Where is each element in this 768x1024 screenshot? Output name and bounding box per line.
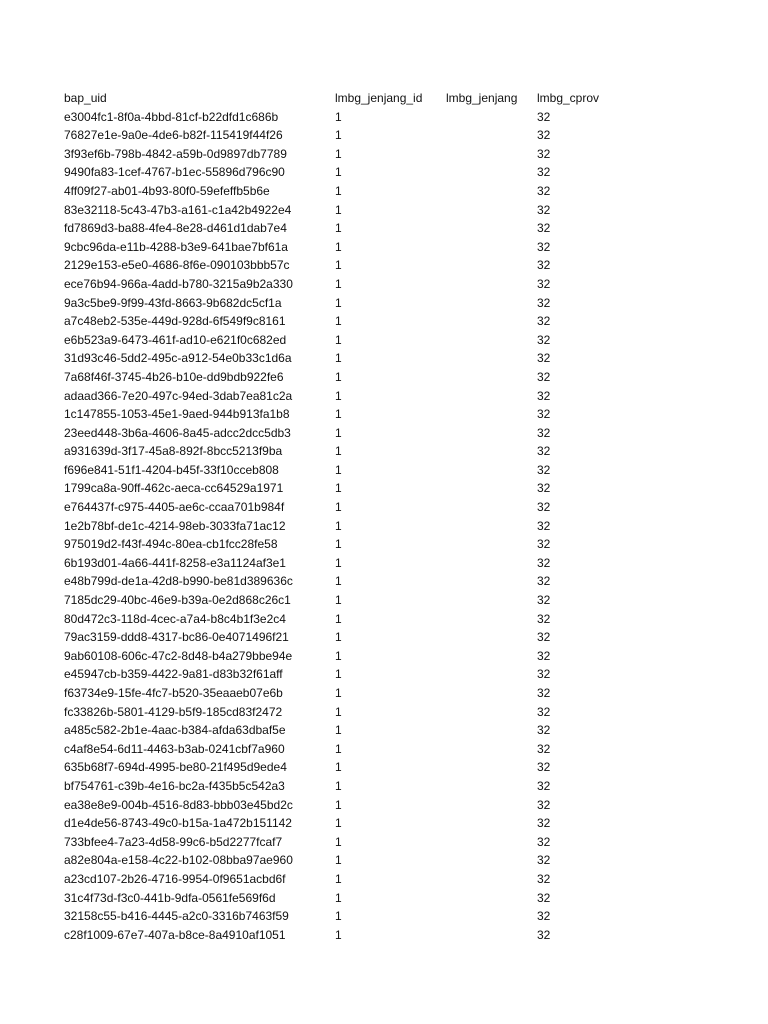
cell-lmbg-jenjang [446,889,537,908]
cell-lmbg-jenjang-id: 1 [335,462,342,477]
cell-lmbg-jenjang-id: 1 [335,518,342,533]
table-row [64,145,617,164]
cell-lmbg-cprov: 32 [537,444,551,459]
cell-lmbg-cprov: 32 [537,723,551,738]
cell-lmbg-jenjang-id: 1 [335,686,342,700]
cell-lmbg-jenjang [446,870,537,889]
cell-bap-uid: 1e2b78bf-de1c-4214-98eb-3033fa71ac12 [64,518,286,533]
table-row [64,740,617,759]
cell-lmbg-cprov: 32 [537,276,551,291]
table-row [64,703,617,722]
cell-lmbg-jenjang-id: 1 [335,481,342,496]
cell-lmbg-jenjang-id: 1 [335,295,342,310]
cell-bap-uid: a7c48eb2-535e-449d-928d-6f549f9c8161 [64,314,286,329]
table-row [64,833,617,852]
cell-lmbg-jenjang [446,108,537,127]
cell-lmbg-cprov: 32 [537,518,551,533]
cell-bap-uid: 32158c55-b416-4445-a2c0-3316b7463f59 [64,909,289,924]
cell-lmbg-jenjang [446,703,537,722]
cell-lmbg-jenjang [446,368,537,387]
table-row [64,647,617,666]
cell-bap-uid: ea38e8e9-004b-4516-8d83-bbb03e45bd2c [64,797,293,812]
cell-lmbg-jenjang-id: 1 [335,853,342,868]
cell-lmbg-jenjang-id: 1 [335,648,342,663]
table-row [64,368,617,387]
cell-lmbg-jenjang [446,201,537,220]
cell-lmbg-cprov: 32 [537,890,551,905]
cell-lmbg-cprov: 32 [537,146,551,161]
cell-lmbg-jenjang-id: 1 [335,351,342,366]
cell-lmbg-jenjang [446,721,537,740]
cell-bap-uid: ece76b94-966a-4add-b780-3215a9b2a330 [64,276,293,291]
cell-lmbg-jenjang [446,256,537,275]
cell-lmbg-cprov: 32 [537,630,551,645]
cell-bap-uid: 6b193d01-4a66-441f-8258-e3a1124af3e1 [64,555,286,570]
cell-lmbg-jenjang-id: 1 [335,778,342,793]
table-row [64,201,617,220]
cell-lmbg-jenjang-id: 1 [335,871,342,886]
table-row [64,591,617,610]
cell-lmbg-jenjang [446,163,537,182]
cell-lmbg-cprov: 32 [537,202,551,217]
cell-lmbg-jenjang-id: 1 [335,369,342,384]
table-row [64,535,617,554]
table-row [64,926,617,945]
cell-lmbg-cprov: 32 [537,239,551,254]
column-header-lmbg-cprov: lmbg_cprov [537,91,600,105]
cell-lmbg-jenjang-id: 1 [335,444,342,459]
table-row [64,126,617,145]
cell-lmbg-cprov: 32 [537,778,551,793]
cell-lmbg-jenjang [446,851,537,870]
cell-lmbg-jenjang [446,833,537,852]
cell-lmbg-jenjang-id: 1 [335,202,342,217]
cell-lmbg-jenjang-id: 1 [335,109,342,124]
cell-lmbg-jenjang [446,926,537,945]
cell-lmbg-jenjang-id: 1 [335,128,342,143]
cell-lmbg-jenjang-id: 1 [335,500,342,515]
cell-lmbg-jenjang-id: 1 [335,611,342,626]
cell-bap-uid: bf754761-c39b-4e16-bc2a-f435b5c542a3 [64,778,285,793]
cell-bap-uid: e48b799d-de1a-42d8-b990-be81d389636c [64,574,293,589]
cell-bap-uid: 9490fa83-1cef-4767-b1ec-55896d796c90 [64,165,285,180]
cell-lmbg-jenjang-id: 1 [335,797,342,812]
cell-lmbg-jenjang [446,498,537,517]
table-row [64,851,617,870]
table-row [64,405,617,424]
cell-lmbg-jenjang-id: 1 [335,927,342,942]
cell-lmbg-jenjang [446,740,537,759]
cell-lmbg-jenjang [446,517,537,536]
cell-lmbg-jenjang [446,182,537,201]
table-row [64,610,617,629]
cell-lmbg-jenjang [446,796,537,815]
table-body [64,108,617,945]
cell-bap-uid: fd7869d3-ba88-4fe4-8e28-d461d1dab7e4 [64,221,287,236]
cell-bap-uid: 733bfee4-7a23-4d58-99c6-b5d2277fcaf7 [64,834,283,849]
cell-lmbg-jenjang [446,814,537,833]
cell-lmbg-jenjang-id: 1 [335,760,342,775]
cell-lmbg-jenjang-id: 1 [335,630,342,645]
table-row [64,163,617,182]
cell-lmbg-jenjang [446,387,537,406]
cell-bap-uid: 83e32118-5c43-47b3-a161-c1a42b4922e4 [64,202,292,217]
table-row [64,907,617,926]
cell-lmbg-jenjang-id: 1 [335,258,342,273]
table-row [64,219,617,238]
cell-lmbg-jenjang-id: 1 [335,146,342,161]
cell-lmbg-cprov: 32 [537,686,551,700]
cell-lmbg-cprov: 32 [537,927,551,942]
cell-bap-uid: a931639d-3f17-45a8-892f-8bcc5213f9ba [64,444,283,459]
cell-lmbg-cprov: 32 [537,741,551,756]
table-row [64,721,617,740]
table-row [64,424,617,443]
table-row [64,479,617,498]
cell-bap-uid: 31d93c46-5dd2-495c-a912-54e0b33c1d6a [64,351,292,366]
cell-bap-uid: e3004fc1-8f0a-4bbd-81cf-b22dfd1c686b [64,109,279,124]
cell-lmbg-cprov: 32 [537,369,551,384]
cell-bap-uid: 975019d2-f43f-494c-80ea-cb1fcc28fe58 [64,537,278,552]
table-row [64,814,617,833]
cell-lmbg-cprov: 32 [537,537,551,552]
table-row [64,870,617,889]
cell-lmbg-cprov: 32 [537,834,551,849]
table-row [64,331,617,350]
cell-bap-uid: 76827e1e-9a0e-4de6-b82f-115419f44f26 [64,128,283,143]
cell-bap-uid: 3f93ef6b-798b-4842-a59b-0d9897db7789 [64,146,287,161]
table-row [64,758,617,777]
cell-lmbg-jenjang [446,424,537,443]
table-row [64,517,617,536]
cell-lmbg-jenjang-id: 1 [335,816,342,831]
cell-lmbg-jenjang [446,591,537,610]
cell-lmbg-cprov: 32 [537,853,551,868]
cell-lmbg-cprov: 32 [537,109,551,124]
cell-lmbg-cprov: 32 [537,797,551,812]
cell-lmbg-jenjang [446,535,537,554]
cell-lmbg-jenjang-id: 1 [335,165,342,180]
table-row [64,256,617,275]
data-table [64,89,617,944]
cell-lmbg-jenjang [446,219,537,238]
cell-lmbg-jenjang-id: 1 [335,890,342,905]
cell-bap-uid: a82e804a-e158-4c22-b102-08bba97ae960 [64,853,293,868]
cell-lmbg-cprov: 32 [537,648,551,663]
cell-lmbg-cprov: 32 [537,388,551,403]
cell-bap-uid: d1e4de56-8743-49c0-b15a-1a472b151142 [64,816,292,831]
cell-lmbg-jenjang [446,405,537,424]
cell-lmbg-jenjang-id: 1 [335,332,342,347]
cell-lmbg-jenjang [446,331,537,350]
column-header-lmbg-jenjang: lmbg_jenjang [446,91,518,105]
cell-lmbg-jenjang-id: 1 [335,723,342,738]
cell-lmbg-jenjang-id: 1 [335,537,342,552]
cell-bap-uid: f696e841-51f1-4204-b45f-33f10cceb808 [64,462,279,477]
cell-lmbg-jenjang [446,665,537,684]
table-row [64,554,617,573]
cell-lmbg-jenjang [446,777,537,796]
header-row [64,89,617,108]
table-row [64,889,617,908]
cell-lmbg-cprov: 32 [537,871,551,886]
cell-lmbg-jenjang [446,479,537,498]
cell-bap-uid: adaad366-7e20-497c-94ed-3dab7ea81c2a [64,388,293,403]
table-row [64,349,617,368]
cell-bap-uid: 1c147855-1053-45e1-9aed-944b913fa1b8 [64,407,290,422]
cell-lmbg-cprov: 32 [537,258,551,273]
cell-bap-uid: f63734e9-15fe-4fc7-b520-35eaaeb07e6b [64,686,283,700]
cell-lmbg-jenjang-id: 1 [335,388,342,403]
cell-bap-uid: 1799ca8a-90ff-462c-aeca-cc64529a1971 [64,481,284,496]
cell-bap-uid: 23eed448-3b6a-4606-8a45-adcc2dcc5db3 [64,425,291,440]
table-row [64,387,617,406]
cell-bap-uid: e45947cb-b359-4422-9a81-d83b32f61aff [64,667,283,682]
table-row [64,312,617,331]
cell-lmbg-cprov: 32 [537,128,551,143]
table-row [64,108,617,127]
cell-lmbg-cprov: 32 [537,555,551,570]
cell-lmbg-jenjang [446,684,537,703]
table-row [64,275,617,294]
cell-lmbg-jenjang-id: 1 [335,574,342,589]
cell-bap-uid: fc33826b-5801-4129-b5f9-185cd83f2472 [64,704,283,719]
cell-lmbg-jenjang [446,461,537,480]
cell-bap-uid: 79ac3159-ddd8-4317-bc86-0e4071496f21 [64,630,289,645]
table-row [64,442,617,461]
spreadsheet-sheet [64,89,744,944]
cell-lmbg-cprov: 32 [537,425,551,440]
column-header-bap-uid: bap_uid [64,91,107,105]
cell-lmbg-jenjang [446,312,537,331]
cell-bap-uid: 9cbc96da-e11b-4288-b3e9-641bae7bf61a [64,239,288,254]
table-row [64,684,617,703]
cell-lmbg-jenjang-id: 1 [335,314,342,329]
cell-bap-uid: 7a68f46f-3745-4b26-b10e-dd9bdb922fe6 [64,369,284,384]
cell-lmbg-jenjang [446,572,537,591]
table-row [64,461,617,480]
cell-lmbg-jenjang [446,275,537,294]
cell-lmbg-cprov: 32 [537,704,551,719]
cell-lmbg-cprov: 32 [537,760,551,775]
cell-lmbg-cprov: 32 [537,481,551,496]
cell-lmbg-jenjang [446,442,537,461]
cell-lmbg-jenjang [446,294,537,313]
cell-lmbg-cprov: 32 [537,407,551,422]
cell-lmbg-jenjang-id: 1 [335,741,342,756]
cell-lmbg-cprov: 32 [537,611,551,626]
table-row [64,182,617,201]
cell-lmbg-cprov: 32 [537,667,551,682]
table-row [64,628,617,647]
cell-lmbg-jenjang-id: 1 [335,834,342,849]
cell-lmbg-jenjang-id: 1 [335,667,342,682]
cell-bap-uid: 4ff09f27-ab01-4b93-80f0-59efeffb5b6e [64,183,270,198]
column-header-lmbg-jenjang-id: lmbg_jenjang_id [335,91,423,105]
cell-lmbg-jenjang [446,554,537,573]
cell-lmbg-cprov: 32 [537,165,551,180]
cell-lmbg-jenjang [446,126,537,145]
cell-lmbg-jenjang [446,628,537,647]
cell-lmbg-jenjang [446,145,537,164]
cell-bap-uid: c28f1009-67e7-407a-b8ce-8a4910af1051 [64,927,286,942]
cell-lmbg-jenjang-id: 1 [335,407,342,422]
cell-lmbg-jenjang-id: 1 [335,909,342,924]
cell-lmbg-cprov: 32 [537,593,551,608]
table-row [64,665,617,684]
cell-lmbg-cprov: 32 [537,462,551,477]
cell-lmbg-jenjang-id: 1 [335,704,342,719]
cell-bap-uid: e6b523a9-6473-461f-ad10-e621f0c682ed [64,332,287,347]
cell-bap-uid: 635b68f7-694d-4995-be80-21f495d9ede4 [64,760,287,775]
cell-lmbg-jenjang [446,758,537,777]
cell-lmbg-jenjang-id: 1 [335,555,342,570]
cell-bap-uid: 31c4f73d-f3c0-441b-9dfa-0561fe569f6d [64,890,276,905]
cell-bap-uid: 80d472c3-118d-4cec-a7a4-b8c4b1f3e2c4 [64,611,286,626]
cell-lmbg-jenjang-id: 1 [335,239,342,254]
table-row [64,796,617,815]
table-row [64,572,617,591]
cell-lmbg-jenjang-id: 1 [335,425,342,440]
cell-bap-uid: 7185dc29-40bc-46e9-b39a-0e2d868c26c1 [64,593,291,608]
table-row [64,294,617,313]
cell-lmbg-cprov: 32 [537,500,551,515]
cell-lmbg-cprov: 32 [537,295,551,310]
cell-lmbg-jenjang [446,610,537,629]
cell-lmbg-cprov: 32 [537,909,551,924]
table-row [64,238,617,257]
cell-lmbg-jenjang-id: 1 [335,276,342,291]
cell-lmbg-cprov: 32 [537,574,551,589]
cell-lmbg-jenjang [446,238,537,257]
cell-lmbg-cprov: 32 [537,314,551,329]
table-row [64,777,617,796]
cell-lmbg-jenjang [446,647,537,666]
cell-lmbg-cprov: 32 [537,351,551,366]
cell-bap-uid: a485c582-2b1e-4aac-b384-afda63dbaf5e [64,723,286,738]
cell-lmbg-cprov: 32 [537,183,551,198]
cell-bap-uid: c4af8e54-6d11-4463-b3ab-0241cbf7a960 [64,741,285,756]
cell-lmbg-cprov: 32 [537,332,551,347]
cell-lmbg-cprov: 32 [537,816,551,831]
table-row [64,498,617,517]
cell-bap-uid: e764437f-c975-4405-ae6c-ccaa701b984f [64,500,285,515]
cell-lmbg-cprov: 32 [537,221,551,236]
cell-lmbg-jenjang [446,907,537,926]
cell-bap-uid: 9a3c5be9-9f99-43fd-8663-9b682dc5cf1a [64,295,282,310]
cell-lmbg-jenjang-id: 1 [335,221,342,236]
cell-bap-uid: a23cd107-2b26-4716-9954-0f9651acbd6f [64,871,286,886]
cell-bap-uid: 2129e153-e5e0-4686-8f6e-090103bbb57c [64,258,290,273]
cell-bap-uid: 9ab60108-606c-47c2-8d48-b4a279bbe94e [64,648,293,663]
cell-lmbg-jenjang-id: 1 [335,593,342,608]
cell-lmbg-jenjang [446,349,537,368]
cell-lmbg-jenjang-id: 1 [335,183,342,198]
